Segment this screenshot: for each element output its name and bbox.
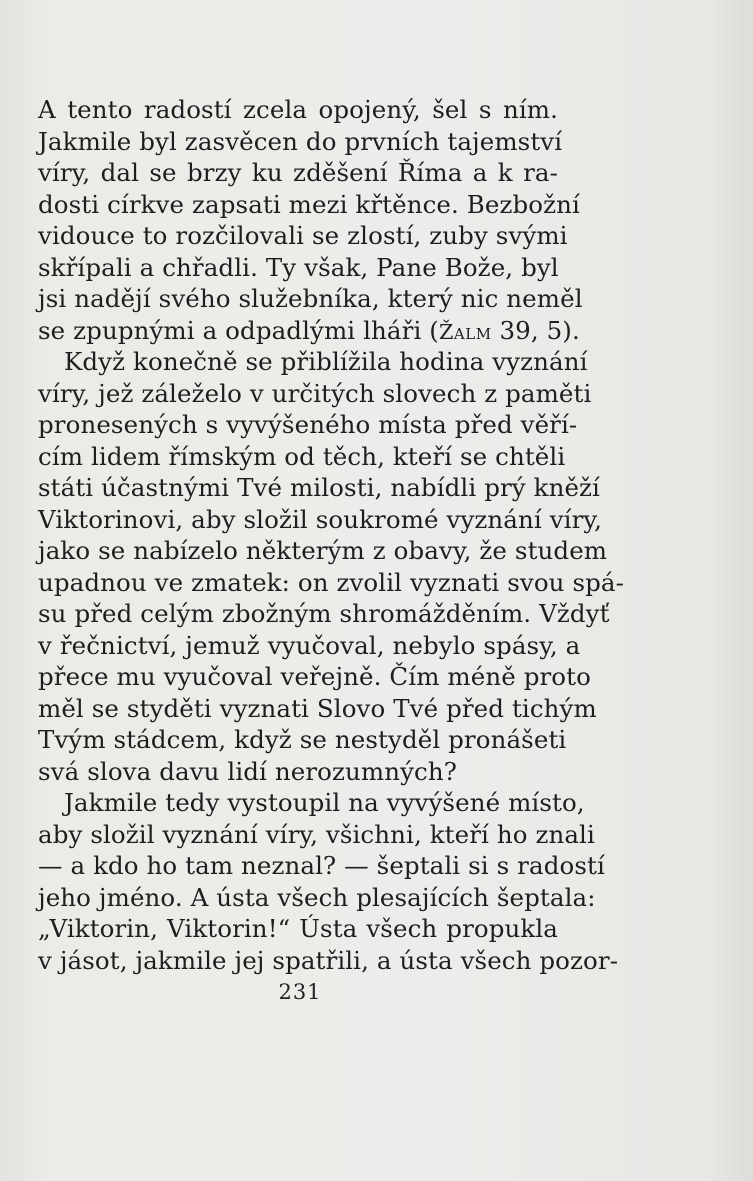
text-line: víry, jež záleželo v určitých slovech z paměti [38, 378, 592, 408]
text-line: měl se styděti vyznati Slovo Tvé před tichým [38, 693, 597, 723]
text-line: su před celým zbožným shromážděním. Vždyť [38, 599, 610, 628]
text-line: pronesených s vyvýšeného místa před věří- [38, 410, 578, 439]
text-line: Když konečně se přiblížila hodina vyznání [64, 347, 588, 376]
text-line: víry, dal se brzy ku zděšení Říma a k ra- [38, 158, 558, 187]
text-line: A tento radostí zcela opojený, šel s ním. [38, 95, 558, 124]
paragraph-1 [38, 94, 583, 346]
text-line: svá slova davu lidí nerozumných? [38, 756, 457, 786]
citation-lead: se zpupnými a odpadlými lháři ( [38, 315, 439, 345]
text-line: v jásot, jakmile jej spatřili, a ústa všech pozor- [38, 945, 619, 975]
text-line: — a kdo ho tam neznal? — šeptali si s radostí [38, 851, 605, 880]
text-line: Jakmile byl zasvěcen do prvních tajemství [38, 126, 563, 156]
text-line-citation [38, 315, 580, 347]
text-line: v řečnictví, jemuž vyučoval, nebylo spásy, a [38, 630, 581, 660]
text-line: Tvým stádcem, když se nestyděl pronášeti [38, 725, 567, 754]
body-text [38, 94, 624, 976]
text-line: skřípali a chřadli. Ty však, Pane Bože, byl [38, 252, 559, 282]
text-line: jeho jméno. A ústa všech plesajících šeptala: [38, 882, 596, 912]
text-line: aby složil vyznání víry, všichni, kteří ho znali [38, 819, 595, 849]
text-line: přece mu vyučoval veřejně. Čím méně proto [38, 662, 591, 691]
paragraph-2 [38, 346, 624, 787]
text-line: „Viktorin, Viktorin!“ Ústa všech propukla [38, 914, 558, 943]
text-line: upadnou ve zmatek: on zvolil vyznati svou spá- [38, 567, 624, 597]
text-line: Jakmile tedy vystoupil na vyvýšené místo, [64, 788, 585, 817]
citation-book: Žalm [438, 319, 492, 344]
citation-ref: 39, 5). [491, 315, 580, 345]
text-line: jsi nadějí svého služebníka, který nic neměl [38, 284, 583, 313]
text-line: dosti církve zapsati mezi křtěnce. Bezbožní [38, 189, 580, 219]
text-line: Viktorinovi, aby složil soukromé vyznání víry, [38, 504, 602, 534]
text-line: státi účastnými Tvé milosti, nabídli prý kněží [38, 473, 600, 502]
page-number: 231 [278, 980, 322, 1004]
text-line: cím lidem římským od těch, kteří se chtěli [38, 441, 566, 471]
text-line: vidouce to rozčilovali se zlostí, zuby svými [38, 221, 568, 250]
paragraph-3 [38, 787, 619, 976]
text-line: jako se nabízelo některým z obavy, že studem [38, 536, 608, 565]
